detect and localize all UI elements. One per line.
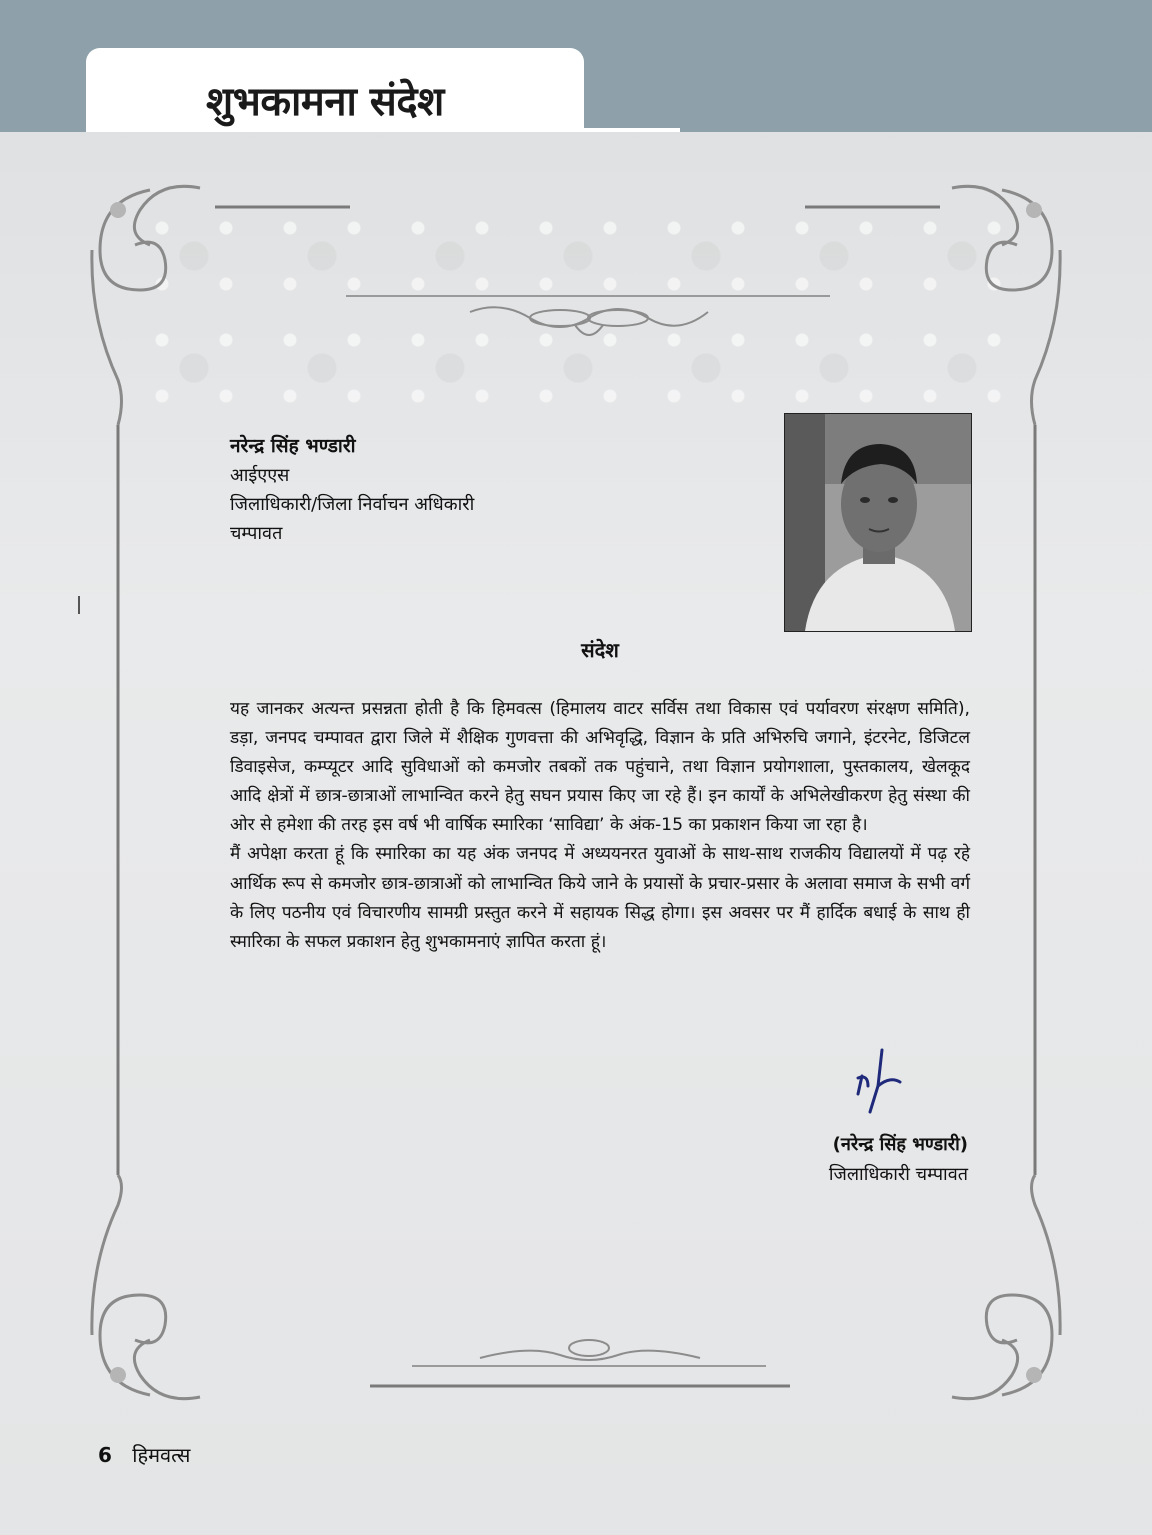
- author-name: नरेन्द्र सिंह भण्डारी: [230, 435, 356, 457]
- page-number: 6: [98, 1443, 112, 1467]
- title-tab-tail: [584, 128, 680, 132]
- author-place: चम्पावत: [230, 523, 283, 544]
- author-designation: जिलाधिकारी/जिला निर्वाचन अधिकारी: [230, 494, 475, 515]
- author-block: [230, 432, 474, 548]
- message-paragraph-2: मैं अपेक्षा करता हूं कि स्मारिका का यह अंक जनपद में अध्ययनरत युवाओं के साथ-साथ राजकीय विद्यालयों में पढ़ रहे आर्थिक रूप से कमजोर छात्र-छात्राओं को लाभान्वित किये जाने के प्रयासों के प्रचार-प्रसार के अलावा समाज के सभी वर्ग के लिए पठनीय एवं विचारणीय सामग्री प्रस्तुत करने में सहायक सिद्ध होगा। इस अवसर पर मैं हार्दिक बधाई के साथ ही स्मारिका के सफल प्रकाशन हेतु शुभकामनाएं ज्ञापित करता हूं।: [230, 844, 970, 952]
- author-photo: [784, 413, 972, 632]
- message-paragraph-1: यह जानकर अत्यन्त प्रसन्नता होती है कि हिमवत्स (हिमालय वाटर सर्विस तथा विकास एवं पर्यावरण संरक्षण समिति), डड़ा, जनपद चम्पावत द्वारा जिले में शैक्षिक गुणवत्ता की अभिवृद्धि, विज्ञान के प्रति अभिरुचि जगाने, इंटरनेट, डिजिटल डिवाइसेज, कम्प्यूटर आदि सुविधाओं को कमजोर तबकों तक पहुंचाने, तथा विज्ञान प्रयोगशाला, पुस्तकालय, खेलकूद आदि क्षेत्रों में छात्र-छात्राओं लाभान्वित करने हेतु सघन प्रयास किए जा रहे हैं। इन कार्यों के अभिलेखीकरण हेतु संस्था की ओर से हमेशा की तरह इस वर्ष भी वार्षिक स्मारिका ‘साविद्या’ के अंक-15 का प्रकाशन किया जा रहा है।: [230, 699, 970, 836]
- page-footer: [98, 1441, 190, 1468]
- page-title: शुभकामना संदेश: [206, 79, 444, 125]
- signature-name: (नरेन्द्र सिंह भण्डारी): [832, 1134, 968, 1155]
- message-heading: संदेश: [581, 638, 619, 662]
- signature-title: जिलाधिकारी चम्पावत: [828, 1164, 968, 1185]
- message-body: [230, 695, 970, 957]
- margin-mark: [78, 596, 80, 614]
- background-pattern: [130, 200, 1020, 410]
- signature-block: [829, 1130, 968, 1190]
- publication-name: हिमवत्स: [132, 1443, 191, 1467]
- handwritten-signature: [848, 1046, 908, 1116]
- author-service: आईएएस: [230, 465, 290, 486]
